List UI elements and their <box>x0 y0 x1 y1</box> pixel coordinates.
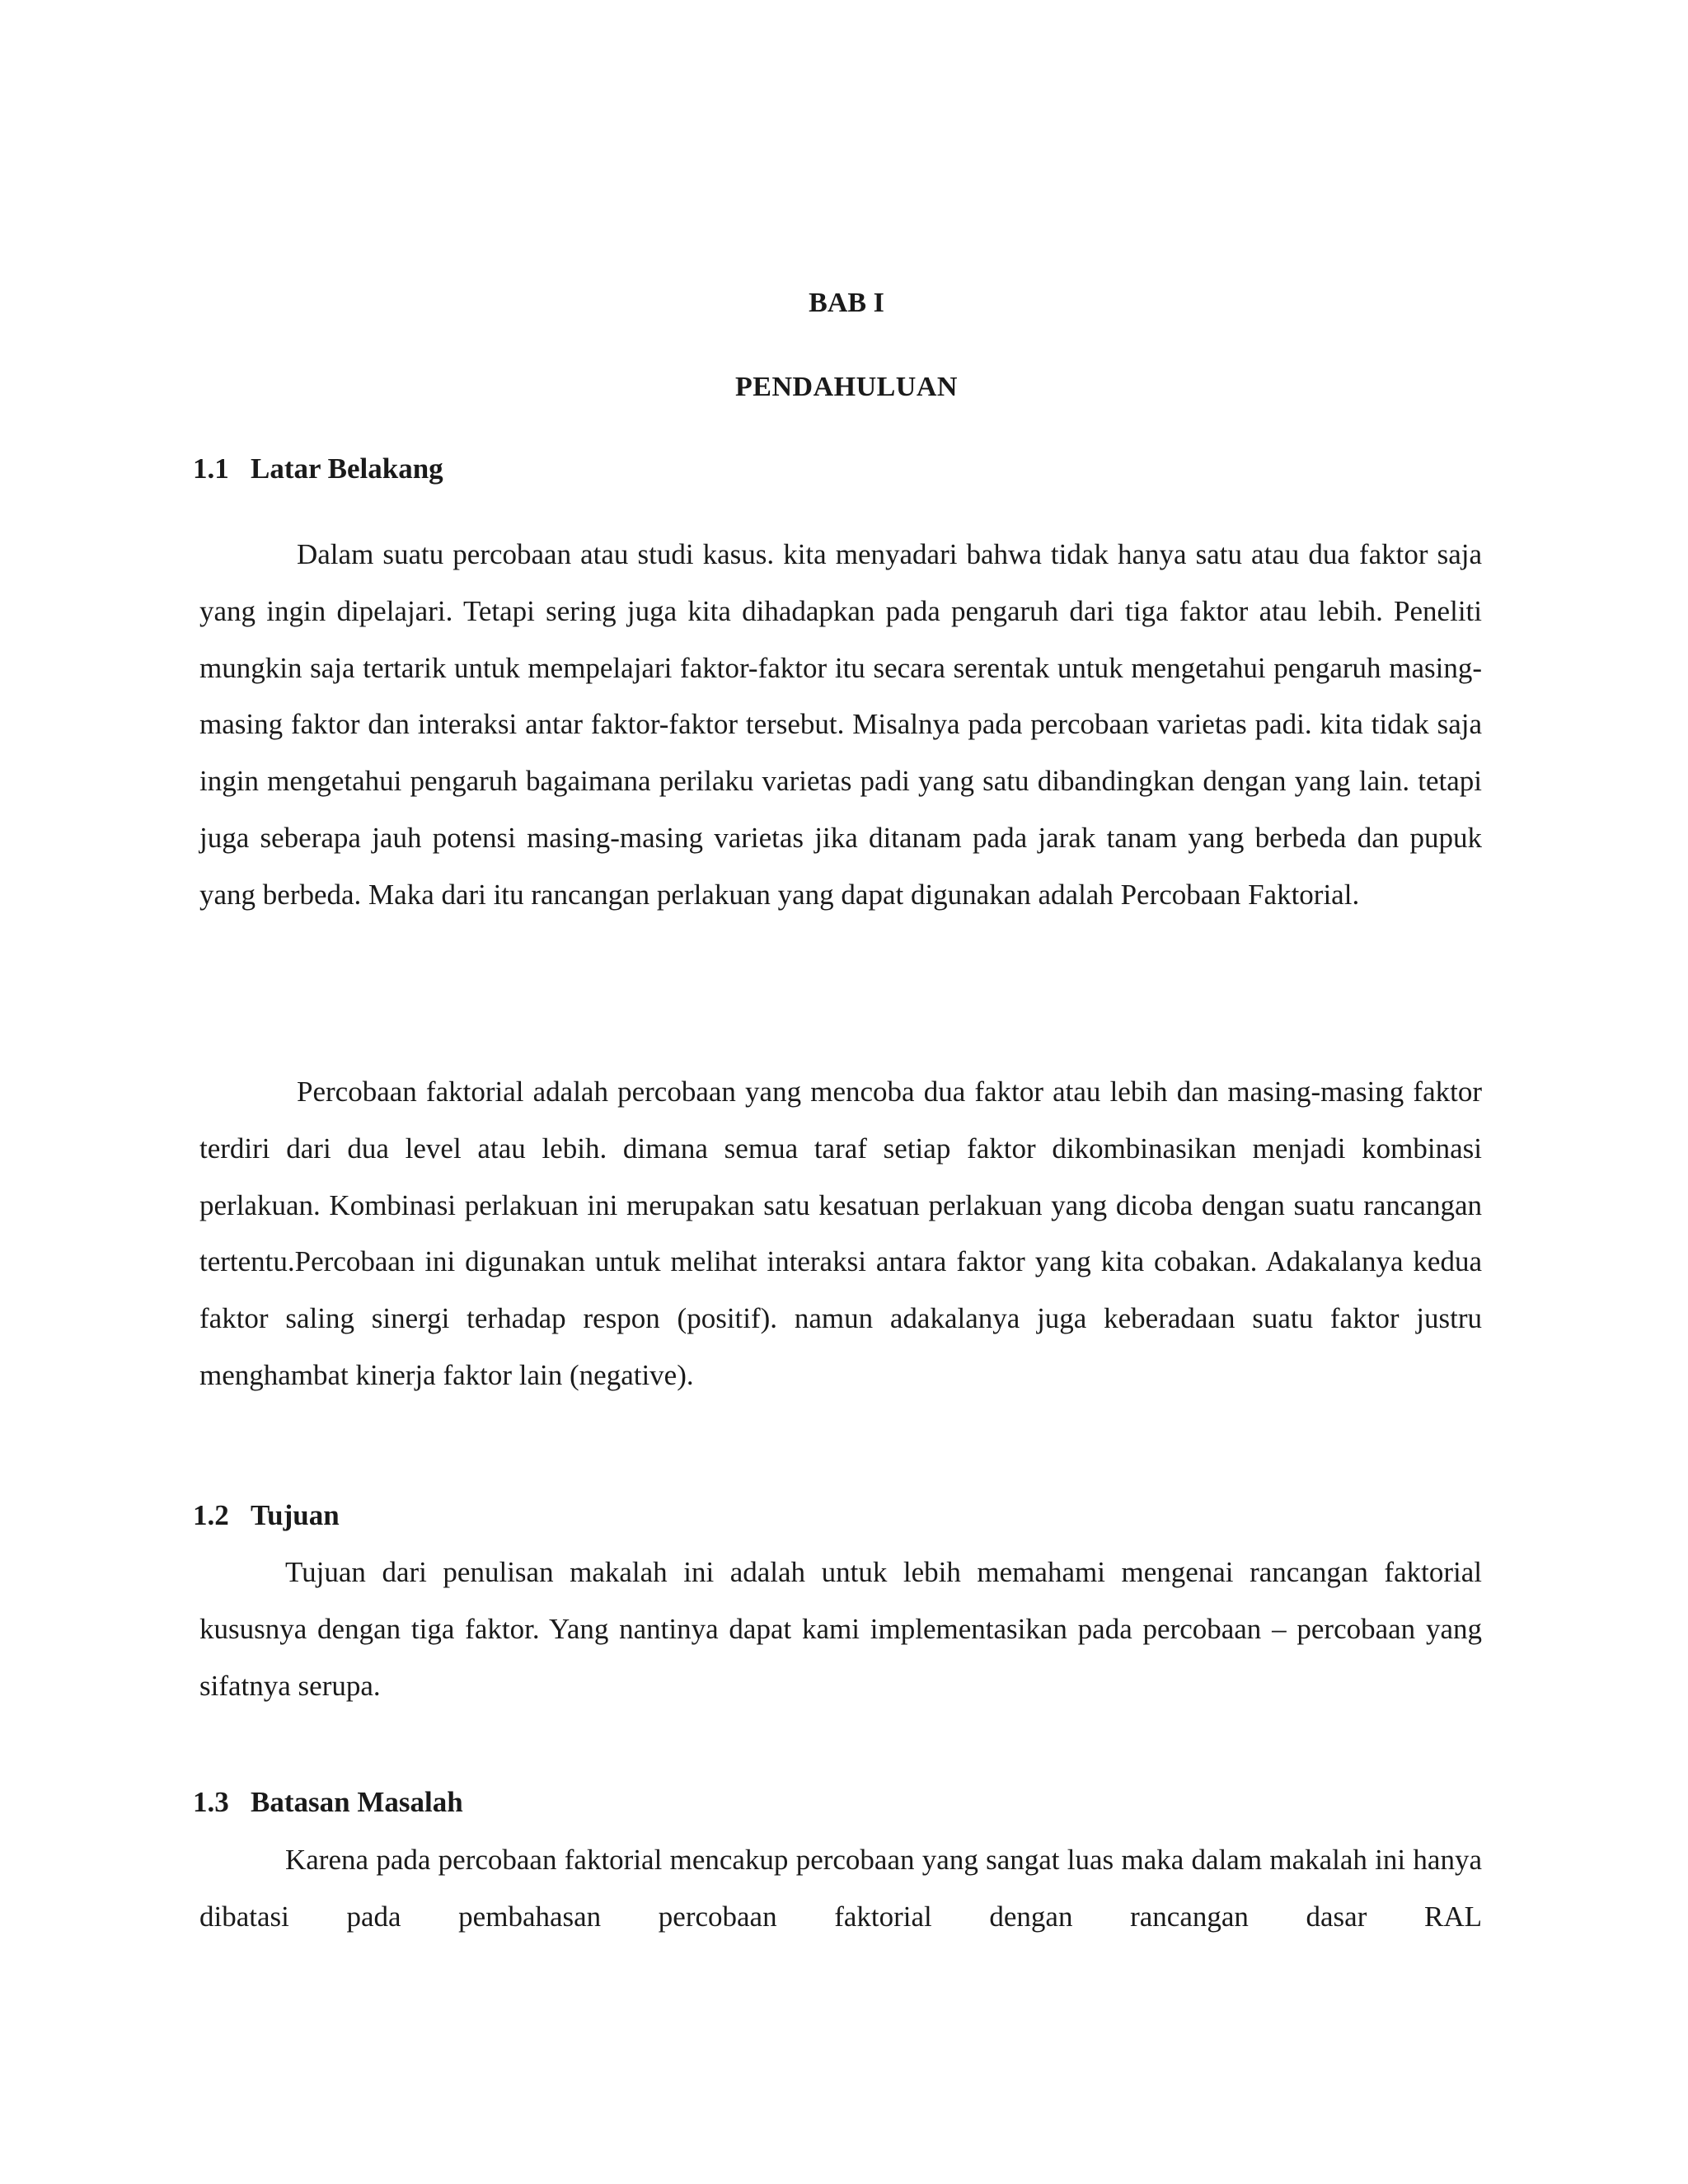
chapter-number: BAB I <box>809 288 884 318</box>
paragraph-batasan-masalah: Karena pada percobaan faktorial mencakup percobaan yang sangat luas maka dalam makalah ini hanya dibatasi pada pembahasan percobaan faktorial dengan rancangan dasar RAL <box>199 1844 1482 1933</box>
section-number: 1.2 <box>193 1499 229 1531</box>
section-title: Latar Belakang <box>251 452 443 485</box>
chapter-title: PENDAHULUAN <box>735 372 958 402</box>
section-number: 1.1 <box>193 452 229 485</box>
paragraph-latar-belakang-1: Dalam suatu percobaan atau studi kasus. kita menyadari bahwa tidak hanya satu atau dua faktor saja yang ingin dipelajari. Tetapi sering juga kita dihadapkan pada pengaruh dari tiga faktor atau lebih. Peneliti mungkin saja tertarik untuk mempelajari faktor-faktor itu secara serentak untuk mengetahui pengaruh masing-masing faktor dan interaksi antar faktor-faktor tersebut. Misalnya pada percobaan varietas padi. kita tidak saja ingin mengetahui pengaruh bagaimana perilaku varietas padi yang satu dibandingkan dengan yang lain. tetapi juga seberapa jauh potensi masing-masing varietas jika ditanam pada jarak tanam yang berbeda dan pupuk yang berbeda. Maka dari itu rancangan perlakuan yang dapat digunakan adalah Percobaan Faktorial. <box>199 538 1482 911</box>
section-title: Batasan Masalah <box>251 1786 463 1818</box>
section-heading-batasan-masalah <box>193 1785 463 1820</box>
section-number: 1.3 <box>193 1786 229 1818</box>
paragraph-latar-belakang-2: Percobaan faktorial adalah percobaan yang mencoba dua faktor atau lebih dan masing-masing faktor terdiri dari dua level atau lebih. dimana semua taraf setiap faktor dikombinasikan menjadi kombinasi perlakuan. Kombinasi perlakuan ini merupakan satu kesatuan perlakuan yang dicoba dengan suatu rancangan tertentu.Percobaan ini digunakan untuk melihat interaksi antara faktor yang kita cobakan. Adakalanya kedua faktor saling sinergi terhadap respon (positif). namun adakalanya juga keberadaan suatu faktor justru menghambat kinerja faktor lain (negative). <box>199 1076 1482 1391</box>
section-title: Tujuan <box>251 1499 340 1531</box>
paragraph-tujuan: Tujuan dari penulisan makalah ini adalah untuk lebih memahami mengenai rancangan faktorial kususnya dengan tiga faktor. Yang nantinya dapat kami implementasikan pada percobaan – percobaan yang sifatnya serupa. <box>199 1556 1482 1702</box>
section-heading-tujuan <box>193 1498 340 1533</box>
section-heading-latar-belakang <box>193 452 443 486</box>
